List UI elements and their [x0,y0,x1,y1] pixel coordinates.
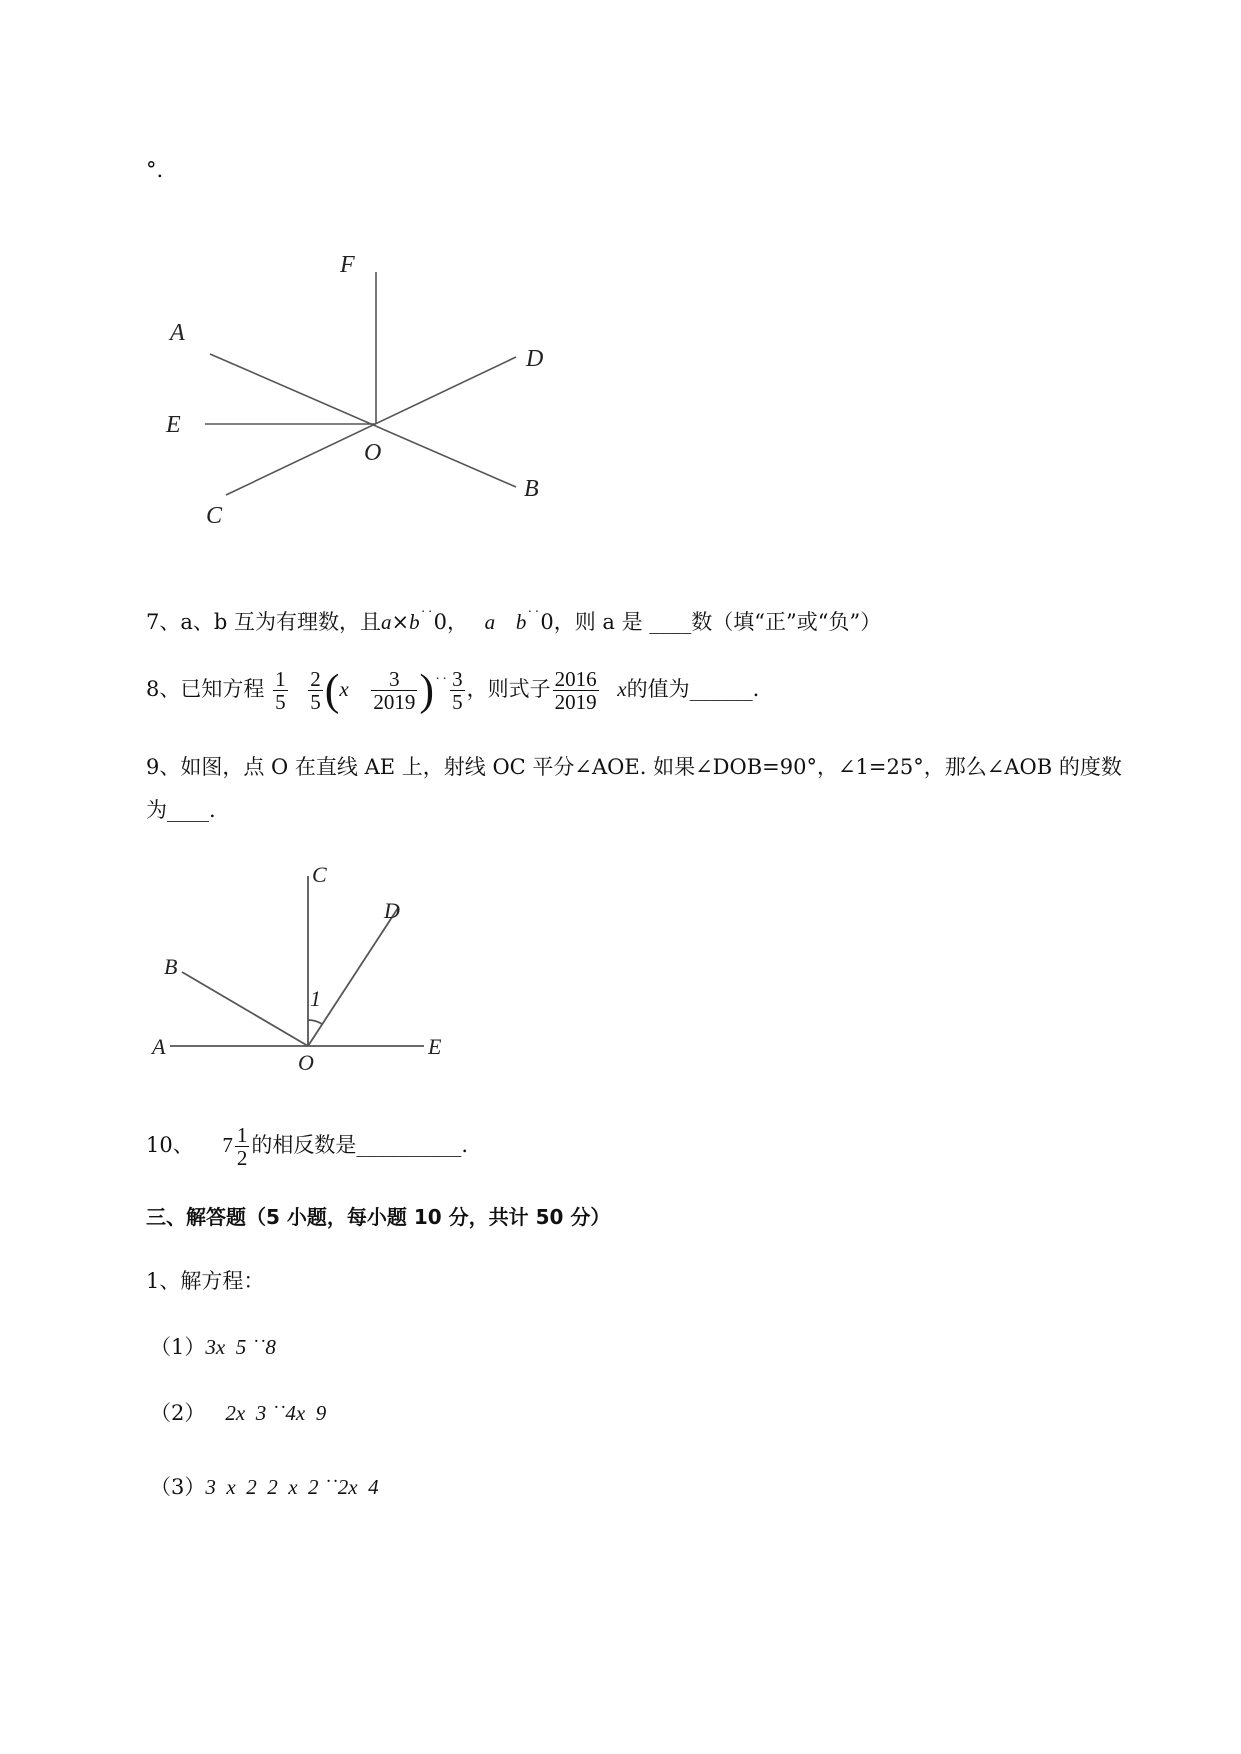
equation-2-label: （2） [150,1401,206,1425]
label-d: D [384,898,400,923]
q7-expr2-a: a [484,610,496,634]
label-c: C [312,862,327,887]
problem-1-title: 1、解方程： [146,1269,265,1293]
q10-whole: 7 [222,1133,233,1157]
equation-1-expr: 3x 5 ˙˙8 [205,1335,276,1359]
ray-od [308,908,398,1046]
label-f: F [340,252,355,278]
q7-blank: ____ [642,610,692,634]
q10-prefix: 10、 [146,1133,194,1157]
label-o: O [364,440,382,466]
q8-junk: ˙˙ [434,676,449,692]
line-cd [226,357,516,495]
q7-expr1-a: a [381,610,392,634]
label-e: E [166,412,181,438]
q8-fraction-3: $\frac{3}{2019}$ [373,667,416,714]
q7-expr1-junk: ˙˙ [419,609,434,625]
q7-expr1-rel: 0， [433,610,468,634]
equation-1 [150,1332,276,1362]
figure-2-diagram [150,860,470,1080]
equation-3 [150,1472,379,1502]
question-8 [146,665,760,715]
ray-ob [182,972,308,1046]
q7-suffix: 数（填“正”或“负”） [691,610,882,634]
q7-expr2-b: b [515,610,527,634]
equation-3-label: （3） [150,1475,206,1499]
q7-expr2-junk: ˙˙ [526,609,541,625]
q8-paren-open: ( [324,665,340,715]
q10-suffix: 的相反数是__________. [251,1133,469,1157]
question-10 [146,1124,468,1169]
q8-var-x2: x [617,677,627,701]
label-b: B [524,476,539,502]
label-o: O [298,1050,314,1075]
label-e: E [428,1034,442,1059]
q8-var-x: x [339,677,349,701]
question-9-line-1: 9、如图，点 O 在直线 AE 上，射线 OC 平分∠AOE. 如果∠DOB=90°，∠1=25°，那么∠AOB 的度数 [146,755,1122,779]
q8-suffix: 的值为______. [626,677,760,701]
q8-fraction-1: $\frac{1}{5}$ [275,667,286,714]
line-ab [210,354,516,487]
q7-prefix: 7、a、b 互为有理数，且 [146,610,381,634]
label-a: A [152,1034,166,1059]
q10-fraction: $\frac{1}{2}$ [236,1123,248,1170]
label-b: B [164,954,178,979]
equation-3-expr: 3 x 2 2 x 2 ˙˙2x 4 [205,1475,379,1499]
q8-fraction-4: $\frac{3}{5}$ [452,667,463,714]
label-c: C [206,503,223,529]
label-d: D [526,346,544,372]
q8-middle: ，则式子 [466,677,551,701]
equation-2 [150,1398,326,1428]
question-7 [146,602,881,637]
question-9-line-2: 为____. [146,798,216,822]
figure-1-diagram [150,240,570,540]
section-3-title: 三、解答题（5 小题，每小题 10 分，共计 50 分） [146,1205,611,1229]
label-angle-1: 1 [310,986,321,1011]
top-fragment: °. [146,158,164,182]
q8-prefix: 8、已知方程 [146,677,265,701]
q8-fraction-5: $\frac{2016}{2019}$ [554,667,597,714]
equation-2-expr: 2x 3 ˙˙4x 9 [225,1401,327,1425]
angle-1-arc [308,1020,322,1024]
q8-fraction-2: $\frac{2}{5}$ [310,667,321,714]
q7-expr1-op: × [391,610,410,634]
label-a: A [170,320,185,346]
q7-expr1-b: b [409,610,420,634]
q7-expr2-rel: 0，则 a 是 [540,610,643,634]
equation-1-label: （1） [150,1335,206,1359]
q8-paren-close: ) [419,665,435,715]
